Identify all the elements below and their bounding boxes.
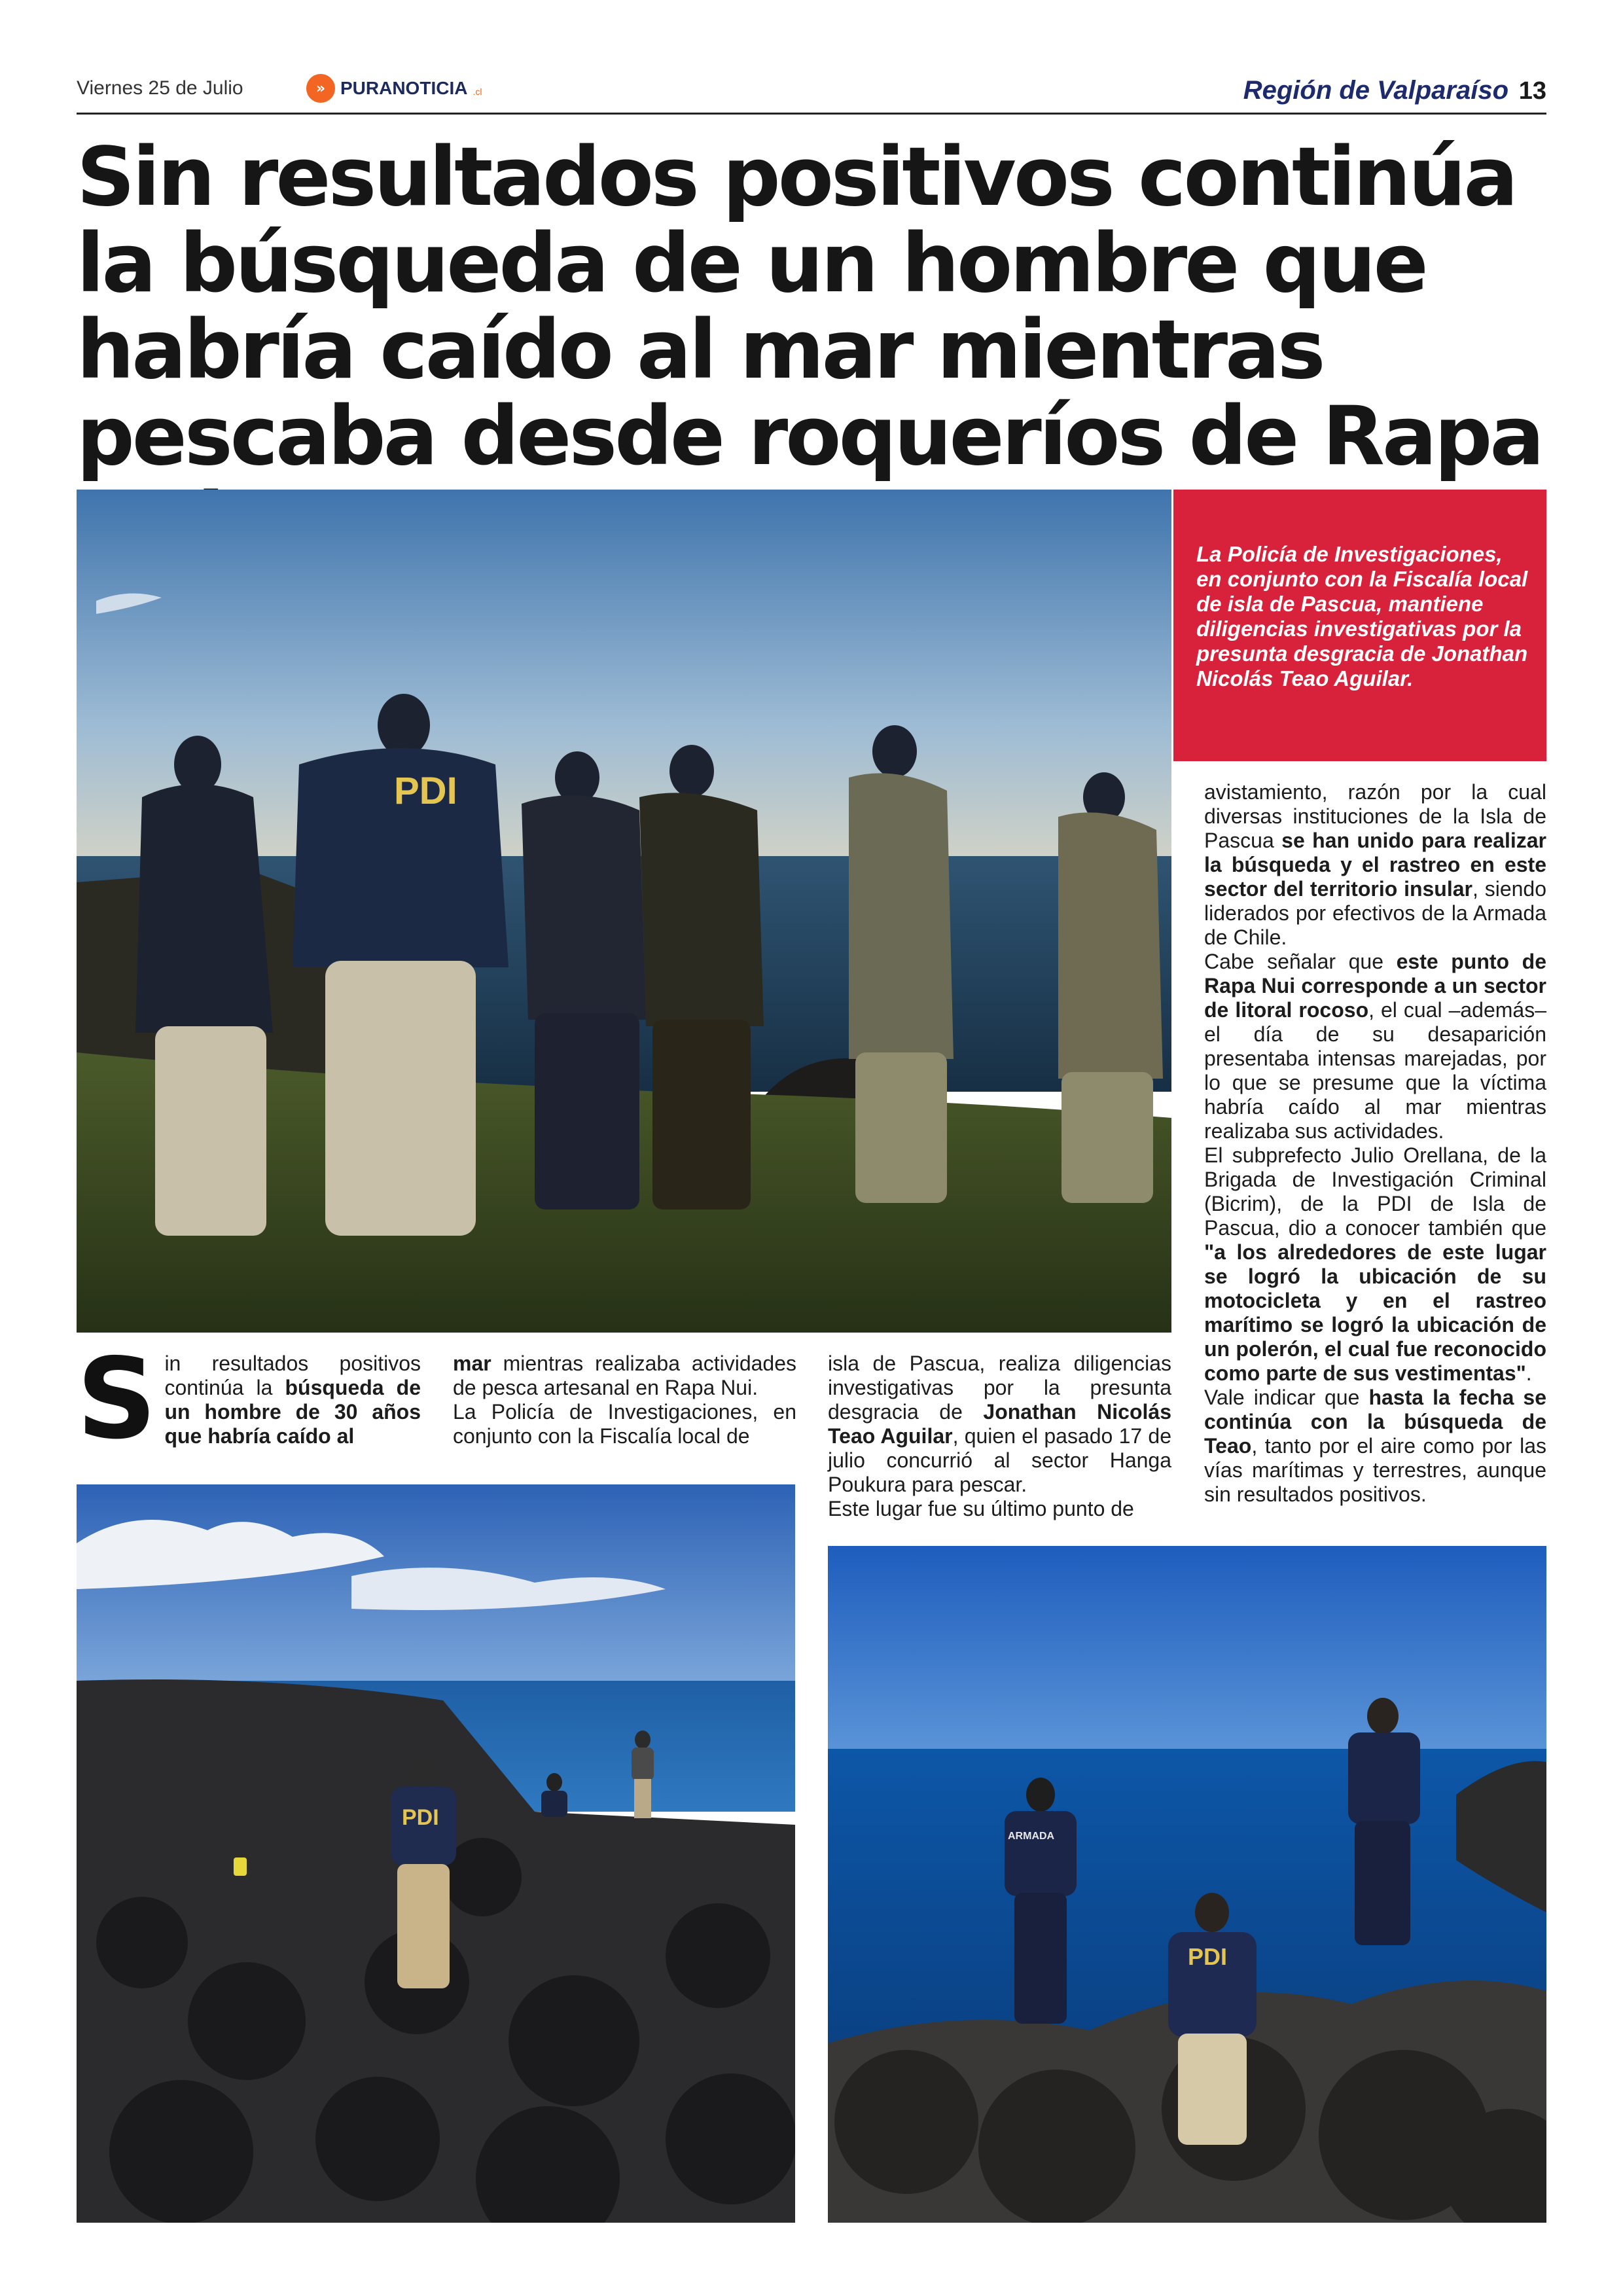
callout-box (1173, 490, 1546, 761)
pdi-jacket-text: PDI (394, 770, 457, 812)
callout-text: La Policía de Investigaciones, en conjunto con la Fiscalía local de isla de Pascua, mantiene diligencias investigativas por la presunta desgracia de Jonathan Nicolás Teao Aguilar. (1196, 542, 1528, 691)
page-number: 13 (1518, 77, 1546, 105)
col4-p2-text: Cabe señalar que (1204, 950, 1397, 973)
col4-p2-text-2: , el cual –además– el día de su desaparición presentaba intensas marejadas, por lo que se presume que la víctima habría caído al mar mientras realizaba sus actividades. (1204, 998, 1547, 1143)
header-divider (77, 113, 1546, 115)
col3-text-2: , quien el pasado 17 de julio concurrió al sector Hanga Poukura para pescar. (828, 1424, 1172, 1496)
col4-p4-bold: hasta la fecha se continúa con la búsqueda de Teao (1204, 1386, 1547, 1458)
col4-p3-text: El subprefecto Julio Orellana, de la Brigada de Investigación Criminal (Bicrim), de la PDI de Isla de Pascua, dio a conocer también que (1204, 1143, 1546, 1240)
article-column-1 (77, 1335, 421, 1464)
col1-bold: búsqueda de un hombre de 30 años que habría caído al (164, 1376, 421, 1448)
photo-officers-watching-sea (828, 1546, 1546, 2223)
col2-paragraph-2: La Policía de Investigaciones, en conjunto con la Fiscalía local de (453, 1400, 796, 1448)
publication-logo (306, 75, 482, 102)
col4-p1-text: avistamiento, razón por la cual diversas instituciones de la Isla de Pascua (1204, 780, 1546, 852)
col3-bold-name: Jonathan Nicolás Teao Aguilar (828, 1400, 1171, 1448)
logo-suffix: .cl (473, 86, 482, 97)
pdi-shirt-text: PDI (402, 1805, 439, 1830)
article-column-2 (453, 1352, 796, 1448)
section-title: Región de Valparaíso (1243, 76, 1508, 105)
headline: Sin resultados positivos continúa la búsqueda de un hombre que habría caído al mar mientras pescaba desde roqueríos de Rapa (77, 130, 1543, 484)
logo-text: PURANOTICIA (340, 78, 468, 98)
pdi-shirt-text: PDI (1188, 1943, 1228, 1970)
armada-jacket-text: ARMADA (1008, 1831, 1055, 1842)
col2-bold: mar (453, 1352, 491, 1375)
col4-p2-bold: este punto de Rapa Nui corresponde a un sector de litoral rocoso (1204, 950, 1547, 1022)
logo-chevron-icon: » (306, 74, 335, 103)
photo-officers-overlooking-sea (77, 490, 1171, 1333)
col4-p4-text: Vale indicar que (1204, 1386, 1369, 1409)
issue-date: Viernes 25 de Julio (77, 77, 243, 99)
col4-p3-text-2: . (1525, 1361, 1532, 1385)
col1-text: in resultados positivos continúa la (164, 1352, 421, 1399)
col4-p3-quote: "a los alrededores de este lugar se logró la ubicación de su motocicleta y en el rastreo marítimo se logró la ubicación de un polerón, el cual fue reconocido como parte de sus vestimentas" (1204, 1240, 1546, 1385)
col4-p1-text-2: , siendo liderados por efectivos de la Armada de Chile. (1204, 877, 1547, 949)
col3-text: isla de Pascua, realiza diligencias investigativas por la presunta desgracia de (828, 1352, 1171, 1424)
article-column-4 (1204, 780, 1546, 1507)
col4-p1-bold: se han unido para realizar la búsqueda y el rastreo en este sector del territorio insular (1204, 829, 1546, 901)
col3-paragraph-2: Este lugar fue su último punto de (828, 1497, 1134, 1520)
col4-p4-text-2: , tanto por el aire como por las vías marítimas y terrestres, aunque sin resultados positivos. (1204, 1434, 1546, 1506)
drop-cap: S (77, 1335, 157, 1464)
col2-text: mientras realizaba actividades de pesca artesanal en Rapa Nui. (453, 1352, 796, 1399)
article-column-3 (828, 1352, 1171, 1521)
photo-search-on-lava-rocks (77, 1484, 795, 2223)
